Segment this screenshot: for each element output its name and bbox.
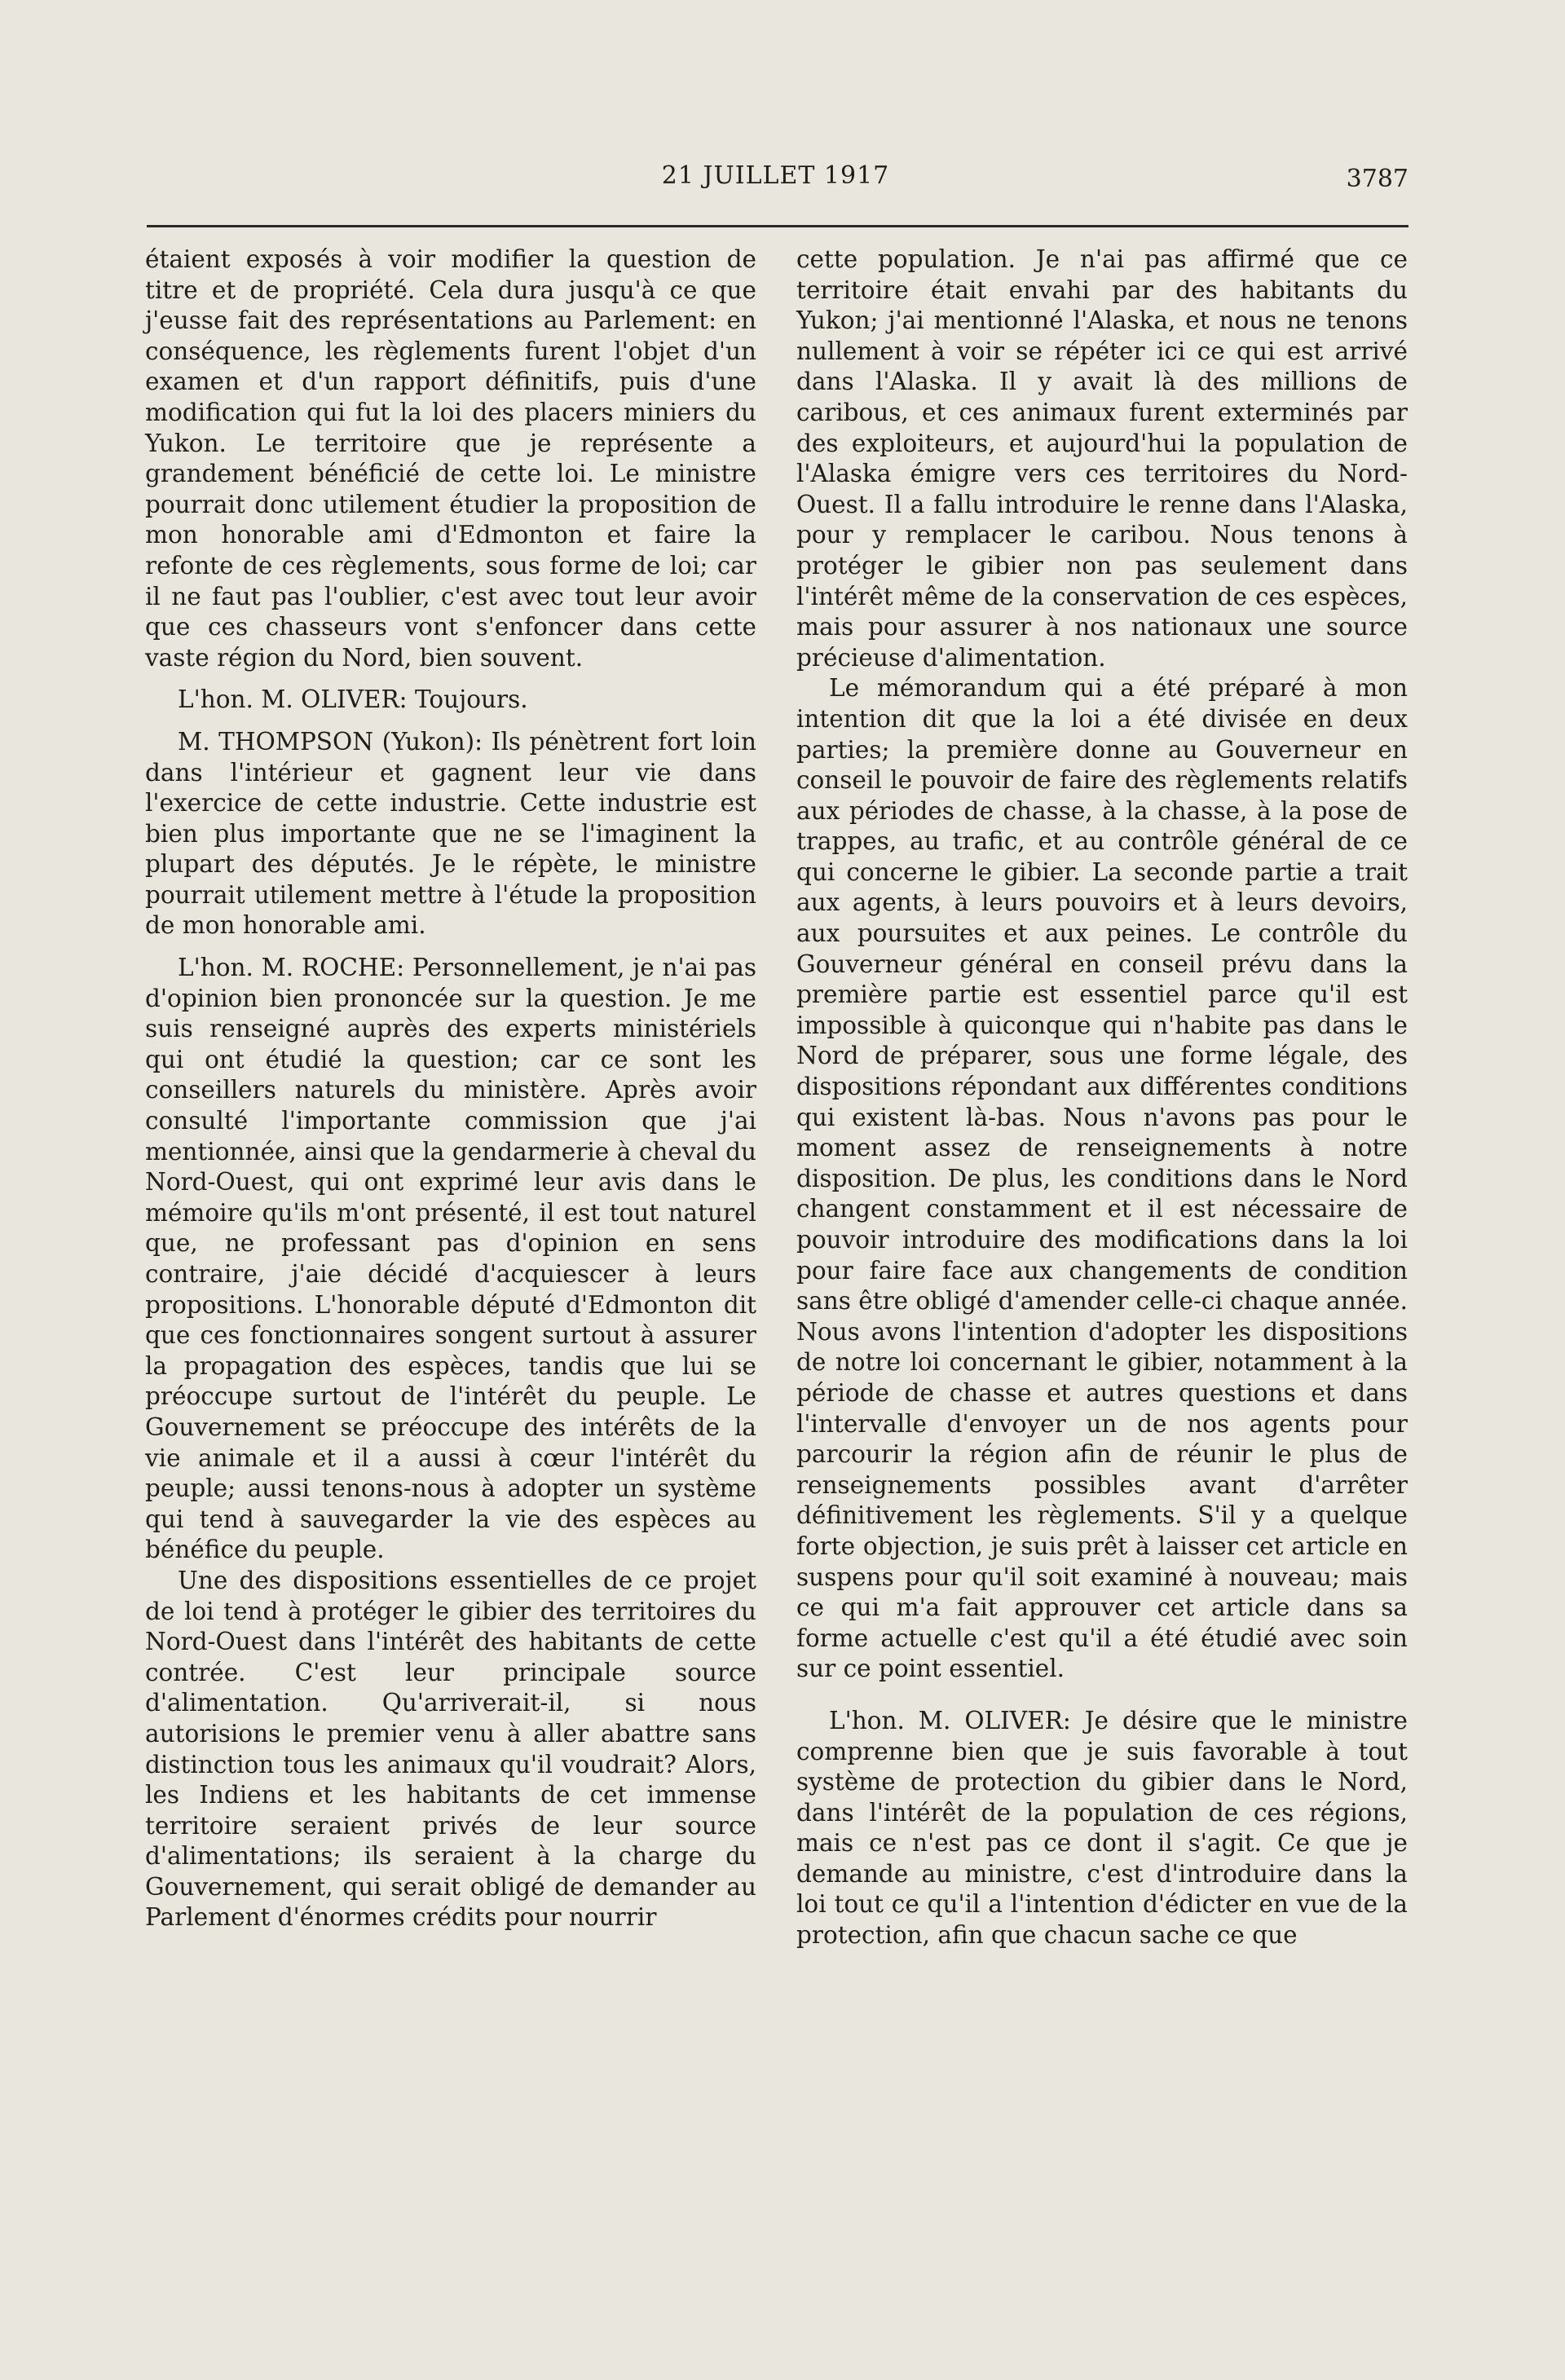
header-date: 21 JUILLET 1917 <box>661 161 890 190</box>
paragraph: Une des dispositions essentielles de ce projet de loi tend à protéger le gibier des territoires du Nord-Ouest dans l'intérêt des habitants de cette contrée. C'est leur principale source d'alimentation. Qu'arriverait-il, si nous autorisions le premier venu à aller abattre sans distinction tous les animaux qu'il voudrait? Alors, les Indiens et les habitants de cet immense territoire seraient privés de leur source d'alimentations; ils seraient à la charge du Gouvernement, qui serait obligé de demander au Parlement d'énormes crédits pour nourrir <box>145 1566 756 1932</box>
page-header <box>143 156 1408 205</box>
paragraph-oliver: L'hon. M. OLIVER: Je désire que le ministre comprenne bien que je suis favorable à tout système de protection du gibier dans le Nord, dans l'intérêt de la population de ces régions, mais ce n'est pas ce dont il s'agit. Ce que je demande au ministre, c'est d'introduire dans la loi tout ce qu'il a l'intention d'édicter en vue de la protection, afin que chacun sache ce que <box>796 1706 1408 1950</box>
paragraph-memorandum: Le mémorandum qui a été préparé à mon intention dit que la loi a été divisée en deux parties; la première donne au Gouverneur en conseil le pouvoir de faire des règlements relatifs aux périodes de chasse, à la chasse, à la pose de trappes, au trafic, et au contrôle général de ce qui concerne le gibier. La seconde partie a trait aux agents, à leurs pouvoirs et à leurs devoirs, aux poursuites et aux peines. Le contrôle du Gouverneur général en conseil prévu dans la première partie est essentiel parce qu'il est impossible à quiconque qui n'habite pas dans le Nord de préparer, sous une forme légale, des dispositions répondant aux différentes conditions qui existent là-bas. Nous n'avons pas pour le moment assez de renseignements à notre disposition. De plus, les conditions dans le Nord changent constamment et il est nécessaire de pouvoir introduire des modifications dans la loi pour faire face aux changements de condition sans être obligé d'amender celle-ci chaque année. Nous avons l'intention d'adopter les dispositions de notre loi concernant le gibier, notamment à la période de chasse et autres questions et dans l'intervalle d'envoyer un de nos agents pour parcourir la région afin de réunir le plus de renseignements possibles avant d'arrêter définitivement les règlements. S'il y a quelque forte objection, je suis prêt à laisser cet article en suspens pour qu'il soit examiné à nouveau; mais ce qui m'a fait approuver cet article dans sa forme actuelle c'est qu'il a été étudié avec soin sur ce point essentiel. <box>796 674 1408 1683</box>
paragraph-oliver-interjection: L'hon. M. OLIVER: Toujours. <box>178 685 528 714</box>
paragraph: étaient exposés à voir modifier la question de titre et de propriété. Cela dura jusqu'à ce que j'eusse fait des représentations au Parlement: en conséquence, les règlements furent l'objet d'un examen et d'un rapport définitifs, puis d'une modification qui fut la loi des placers miniers du Yukon. Le territoire que je représente a grandement bénéficié de cette loi. Le ministre pourrait donc utilement étudier la proposition de mon honorable ami d'Edmonton et faire la refonte de ces règlements, sous forme de loi; car il ne faut pas l'oublier, c'est avec tout leur avoir que ces chasseurs vont s'enfoncer dans cette vaste région du Nord, bien souvent. <box>145 245 756 672</box>
paragraph-thompson: M. THOMPSON (Yukon): Ils pénètrent fort loin dans l'intérieur et gagnent leur vie dans l'exercice de cette industrie. Cette industrie est bien plus importante que ne se l'imaginent la plupart des députés. Je le répète, le ministre pourrait utilement mettre à l'étude la proposition de mon honorable ami. <box>145 727 756 940</box>
page-number: 3787 <box>1346 165 1408 193</box>
left-column <box>145 245 756 1933</box>
paragraph-roche: L'hon. M. ROCHE: Personnellement, je n'ai pas d'opinion bien prononcée sur la question. Je me suis renseigné auprès des experts ministériels qui ont étudié la question; car ce sont les conseillers naturels du ministère. Après avoir consulté l'importante commission que j'ai mentionnée, ainsi que la gendarmerie à cheval du Nord-Ouest, qui ont exprimé leur avis dans le mémoire qu'ils m'ont présenté, il est tout naturel que, ne professant pas d'opinion en sens contraire, j'aie décidé d'acquiescer à leurs propositions. L'honorable député d'Edmonton dit que ces fonctionnaires songent surtout à assurer la propagation des espèces, tandis que lui se préoccupe surtout de l'intérêt du peuple. Le Gouvernement se préoccupe des intérêts de la vie animale et il a aussi à cœur l'intérêt du peuple; aussi tenons-nous à adopter un système qui tend à sauvegarder la vie des espèces au bénéfice du peuple. <box>145 954 756 1564</box>
right-column <box>796 245 1408 1951</box>
header-rule <box>147 225 1408 227</box>
paragraph: cette population. Je n'ai pas affirmé que ce territoire était envahi par des habitants du Yukon; j'ai mentionné l'Alaska, et nous ne tenons nullement à voir se répéter ici ce qui est arrivé dans l'Alaska. Il y avait là des millions de caribous, et ces animaux furent exterminés par des exploiteurs, et aujourd'hui la population de l'Alaska émigre vers ces territoires du Nord-Ouest. Il a fallu introduire le renne dans l'Alaska, pour y remplacer le caribou. Nous tenons à protéger le gibier non pas seulement dans l'intérêt même de la conservation de ces espèces, mais pour assurer à nos nationaux une source précieuse d'alimentation. <box>796 245 1408 672</box>
